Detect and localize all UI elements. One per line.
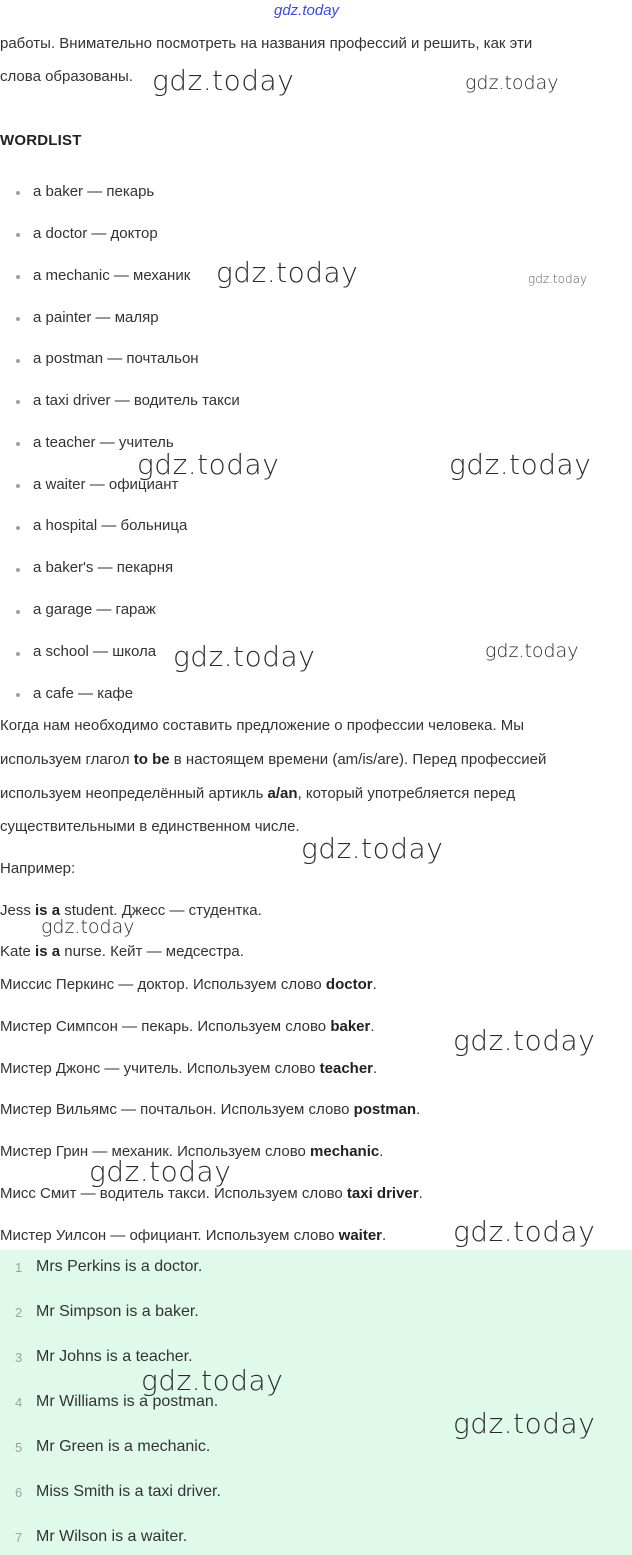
hint-line: Миссис Перкинс — доктор. Используем слово doctor.	[0, 976, 377, 993]
answer-number: 5	[15, 1440, 23, 1455]
intro-line-1: работы. Внимательно посмотреть на названия профессий и решить, как эти	[0, 35, 533, 52]
answer-text: Miss Smith is a taxi driver.	[36, 1483, 221, 1500]
hint-line: Мисс Смит — водитель такси. Используем слово taxi driver.	[0, 1185, 423, 1202]
watermark: gdz.today	[152, 64, 295, 97]
intro-line-2: слова образованы.	[0, 68, 133, 85]
bullet	[16, 359, 20, 363]
bullet	[16, 317, 20, 321]
wordlist-item: a baker — пекарь	[33, 183, 155, 200]
answer-number: 4	[15, 1395, 23, 1410]
wordlist-item: a teacher — учитель	[33, 434, 174, 451]
watermark: gdz.today	[301, 832, 444, 865]
wordlist-item: a taxi driver — водитель такси	[33, 392, 240, 409]
answer-text: Mr Green is a mechanic.	[36, 1438, 211, 1455]
explanation-line-1: Когда нам необходимо составить предложение о профессии человека. Мы	[0, 717, 525, 734]
wordlist-item: a garage — гараж	[33, 601, 156, 618]
watermark: gdz.today	[173, 640, 316, 673]
bullet	[16, 652, 20, 656]
hint-line: Мистер Вильямс — почтальон. Используем слово postman.	[0, 1101, 421, 1118]
example-label: Например:	[0, 860, 76, 877]
answer-text: Mrs Perkins is a doctor.	[36, 1258, 203, 1275]
bullet	[16, 526, 20, 530]
wordlist-item: a cafe — кафе	[33, 685, 134, 702]
wordlist-item: a mechanic — механик	[33, 267, 191, 284]
hint-line: Мистер Джонс — учитель. Используем слово teacher.	[0, 1060, 378, 1077]
watermark: gdz.today	[216, 256, 359, 289]
answer-number: 3	[15, 1350, 23, 1365]
answer-number: 6	[15, 1485, 23, 1500]
watermark: gdz.today	[41, 916, 135, 938]
answer-number: 1	[15, 1260, 23, 1275]
example-line: Kate is a nurse. Кейт — медсестра.	[0, 943, 244, 960]
wordlist-item: a hospital — больница	[33, 517, 188, 534]
watermark: gdz.today	[453, 1024, 596, 1057]
explanation-line-3: используем неопределённый артикль a/an, который употребляется перед	[0, 785, 516, 802]
bullet	[16, 400, 20, 404]
wordlist-item: a school — школа	[33, 643, 157, 660]
bullet	[16, 693, 20, 697]
watermark: gdz.today	[89, 1155, 232, 1188]
answer-text: Mr Williams is a postman.	[36, 1393, 219, 1410]
answer-text: Mr Johns is a teacher.	[36, 1348, 193, 1365]
hint-line: Мистер Грин — механик. Используем слово mechanic.	[0, 1143, 384, 1160]
wordlist-item: a postman — почтальон	[33, 350, 199, 367]
watermark: gdz.today	[453, 1215, 596, 1248]
answer-text: Mr Wilson is a waiter.	[36, 1528, 188, 1545]
watermark: gdz.today	[528, 272, 588, 286]
bullet	[16, 442, 20, 446]
watermark: gdz.today	[465, 72, 559, 94]
bullet	[16, 610, 20, 614]
hint-line: Мистер Уилсон — официант. Используем слово waiter.	[0, 1227, 387, 1244]
bullet	[16, 275, 20, 279]
bullet	[16, 568, 20, 572]
bullet	[16, 191, 20, 195]
wordlist-item: a baker's — пекарня	[33, 559, 174, 576]
watermark: gdz.today	[485, 640, 579, 662]
wordlist-title: WORDLIST	[0, 132, 82, 149]
answers-block	[0, 1250, 632, 1555]
answer-number: 7	[15, 1530, 23, 1545]
header-watermark: gdz.today	[274, 2, 340, 19]
wordlist-item: a painter — маляр	[33, 309, 159, 326]
watermark: gdz.today	[137, 448, 280, 481]
explanation-line-4: существительными в единственном числе.	[0, 818, 300, 835]
wordlist-item: a waiter — официант	[33, 476, 179, 493]
bullet	[16, 484, 20, 488]
bullet	[16, 233, 20, 237]
explanation-line-2: используем глагол to be в настоящем времени (am/is/are). Перед профессией	[0, 751, 547, 768]
example-line: Jess is a student. Джесс — студентка.	[0, 902, 262, 919]
answer-text: Mr Simpson is a baker.	[36, 1303, 199, 1320]
hint-line: Мистер Симпсон — пекарь. Используем слово baker.	[0, 1018, 375, 1035]
answer-number: 2	[15, 1305, 23, 1320]
watermark: gdz.today	[453, 1407, 596, 1440]
watermark: gdz.today	[449, 448, 592, 481]
wordlist-item: a doctor — доктор	[33, 225, 158, 242]
watermark: gdz.today	[141, 1364, 284, 1397]
